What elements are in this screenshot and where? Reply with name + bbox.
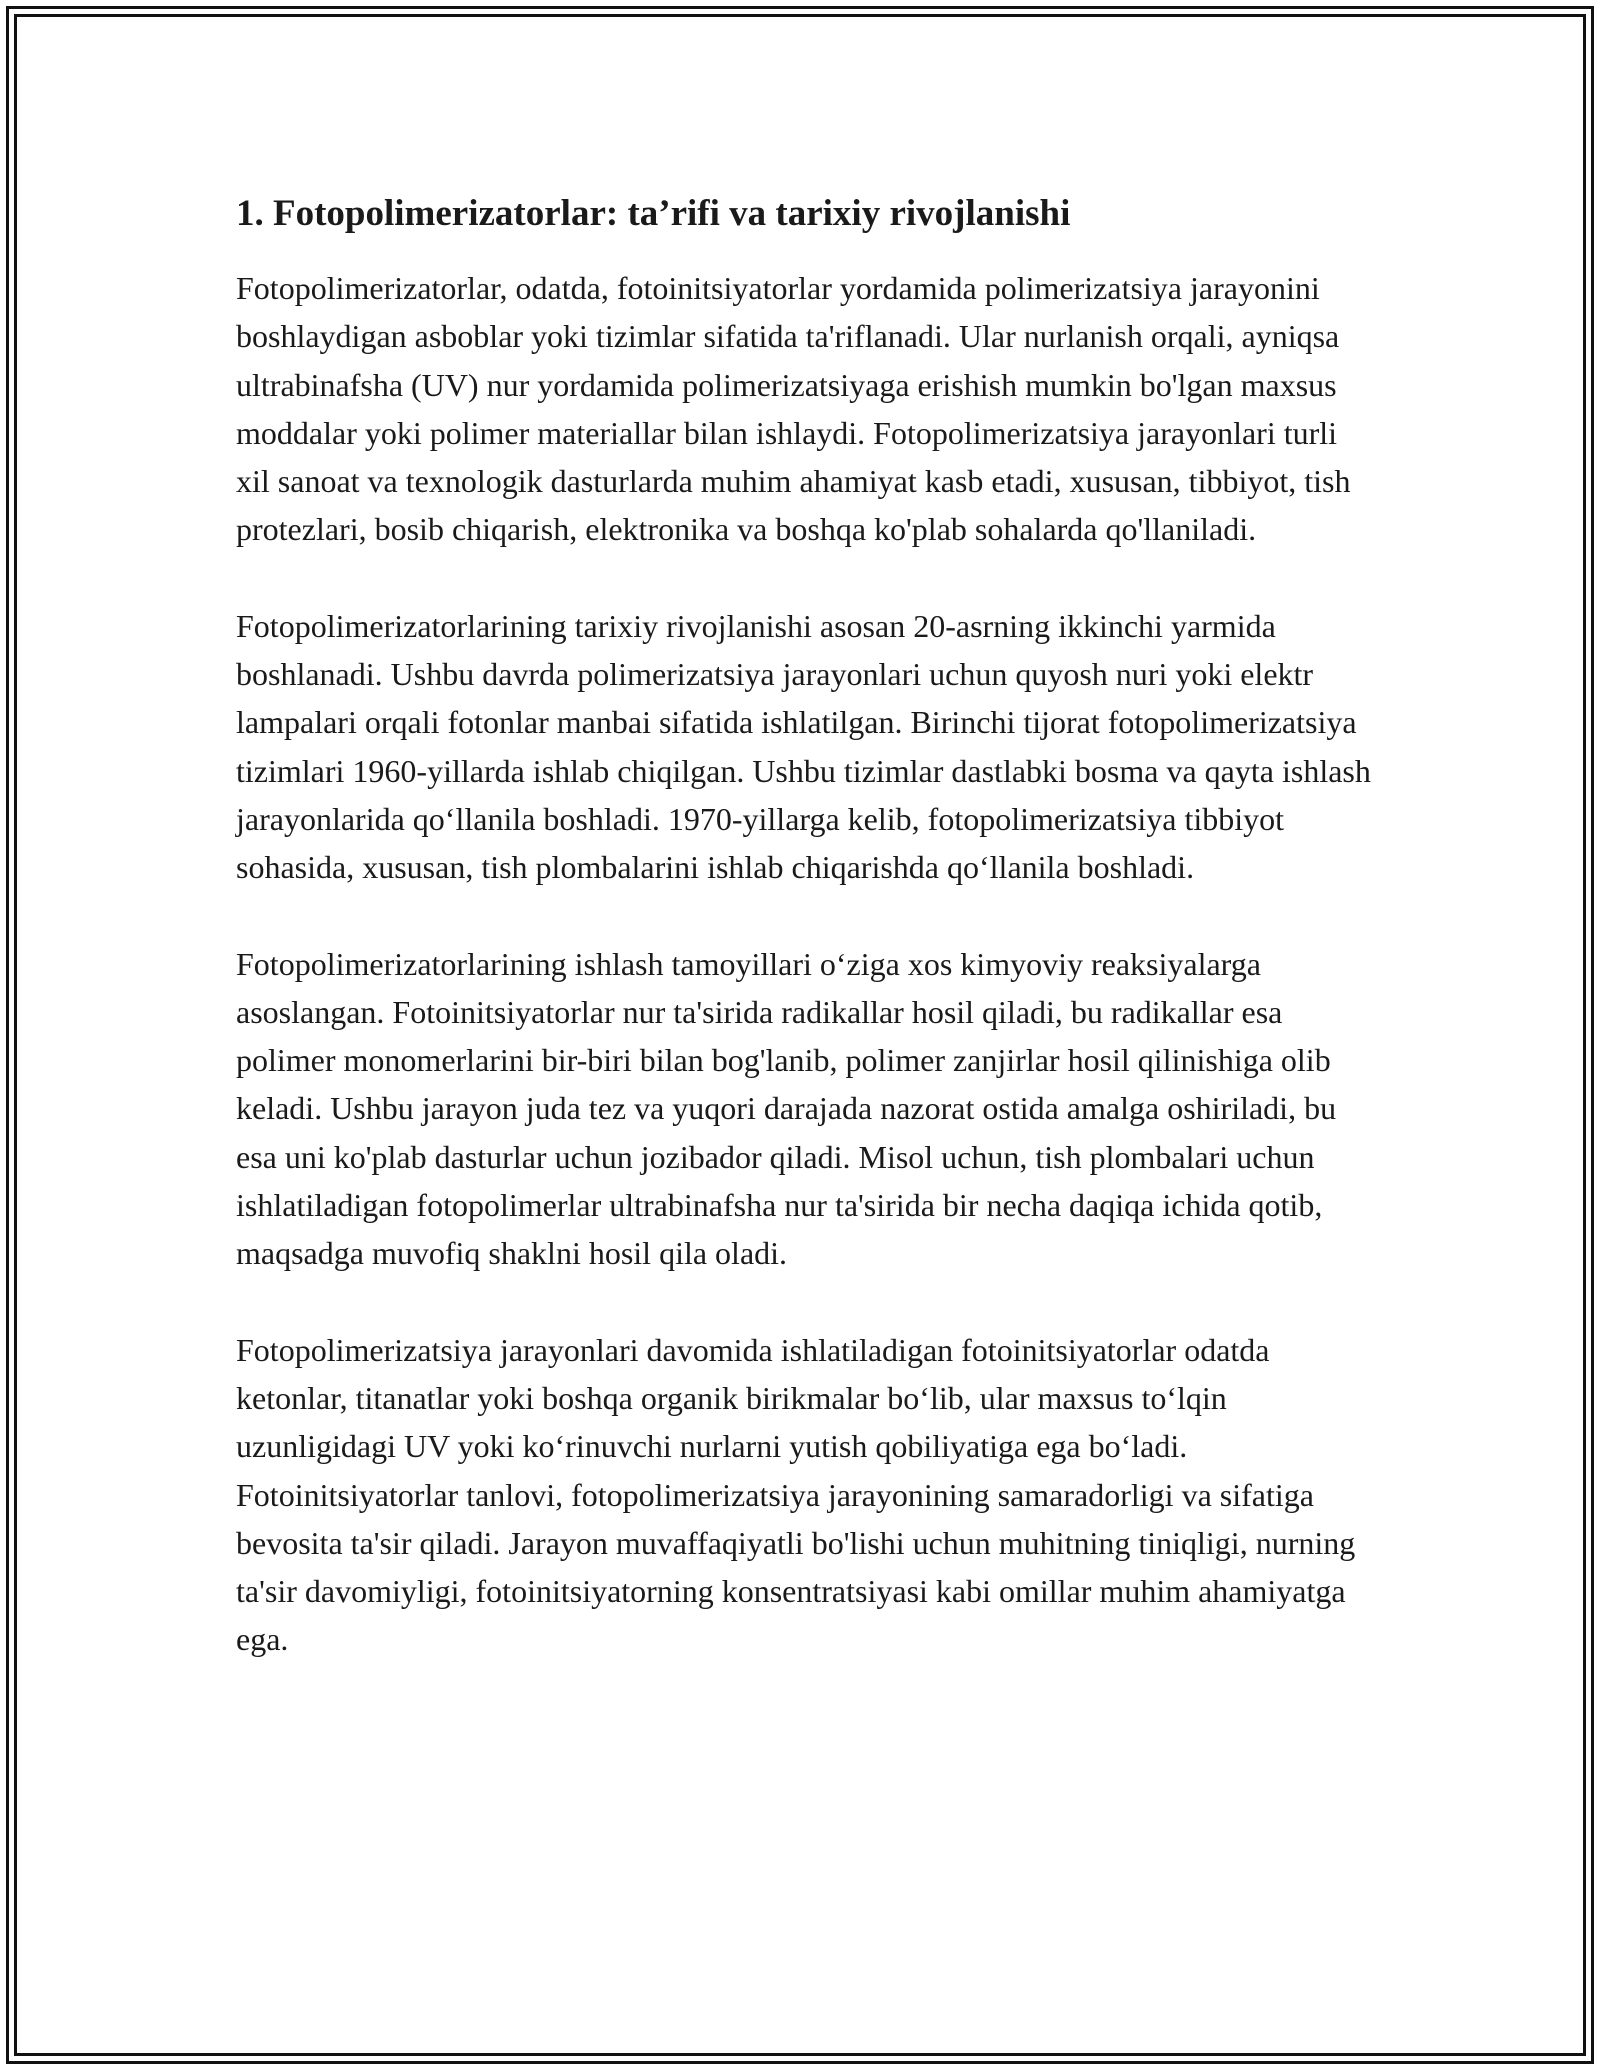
document-body <box>236 190 1376 1712</box>
paragraph-2: Fotopolimerizatorlarining tarixiy rivojlanishi asosan 20-asrning ikkinchi yarmida boshlanadi. Ushbu davrda polimerizatsiya jarayonlari uchun quyosh nuri yoki elektr lampalari orqali fotonlar manbai sifatida ishlatilgan. Birinchi tijorat fotopolimerizatsiya tizimlari 1960-yillarda ishlab chiqilgan. Ushbu tizimlar dastlabki bosma va qayta ishlash jarayonlarida qo‘llanila boshladi. 1970-yillarga kelib, fotopolimerizatsiya tibbiyot sohasida, xususan, tish plombalarini ishlab chiqarishda qo‘llanila boshladi. <box>236 607 1371 886</box>
section-heading: 1. Fotopolimerizatorlar: ta’rifi va tarixiy rivojlanishi <box>236 193 1071 234</box>
paragraph-3: Fotopolimerizatorlarining ishlash tamoyillari o‘ziga xos kimyoviy reaksiyalarga asoslangan. Fotoinitsiyatorlar nur ta'sirida radikallar hosil qiladi, bu radikallar esa polimer monomerlarini bir-biri bilan bog'lanib, polimer zanjirlar hosil qilinishiga olib keladi. Ushbu jarayon juda tez va yuqori darajada nazorat ostida amalga oshiriladi, bu esa uni ko'plab dasturlar uchun jozibador qiladi. Misol uchun, tish plombalari uchun ishlatiladigan fotopolimerlar ultrabinafsha nur ta'sirida bir necha daqiqa ichida qotib, maqsadga muvofiq shaklni hosil qila oladi. <box>236 945 1337 1272</box>
paragraph-1: Fotopolimerizatorlar, odatda, fotoinitsiyatorlar yordamida polimerizatsiya jarayonini boshlaydigan asboblar yoki tizimlar sifatida ta'riflanadi. Ular nurlanish orqali, ayniqsa ultrabinafsha (UV) nur yordamida polimerizatsiyaga erishish mumkin bo'lgan maxsus moddalar yoki polimer materiallar bilan ishlaydi. Fotopolimerizatsiya jarayonlari turli xil sanoat va texnologik dasturlarda muhim ahamiyat kasb etadi, xususan, tibbiyot, tish protezlari, bosib chiqarish, elektronika va boshqa ko'plab sohalarda qo'llaniladi. <box>236 270 1351 548</box>
paragraph-4: Fotopolimerizatsiya jarayonlari davomida ishlatiladigan fotoinitsiyatorlar odatda ketonlar, titanatlar yoki boshqa organik birikmalar bo‘lib, ular maxsus to‘lqin uzunligidagi UV yoki ko‘rinuvchi nurlarni yutish qobiliyatiga ega bo‘ladi. Fotoinitsiyatorlar tanlovi, fotopolimerizatsiya jarayonining samaradorligi va sifatiga bevosita ta'sir qiladi. Jarayon muvaffaqiyatli bo'lishi uchun muhitning tiniqligi, nurning ta'sir davomiyligi, fotoinitsiyatorning konsentratsiyasi kabi omillar muhim ahamiyatga ega. <box>236 1331 1356 1658</box>
